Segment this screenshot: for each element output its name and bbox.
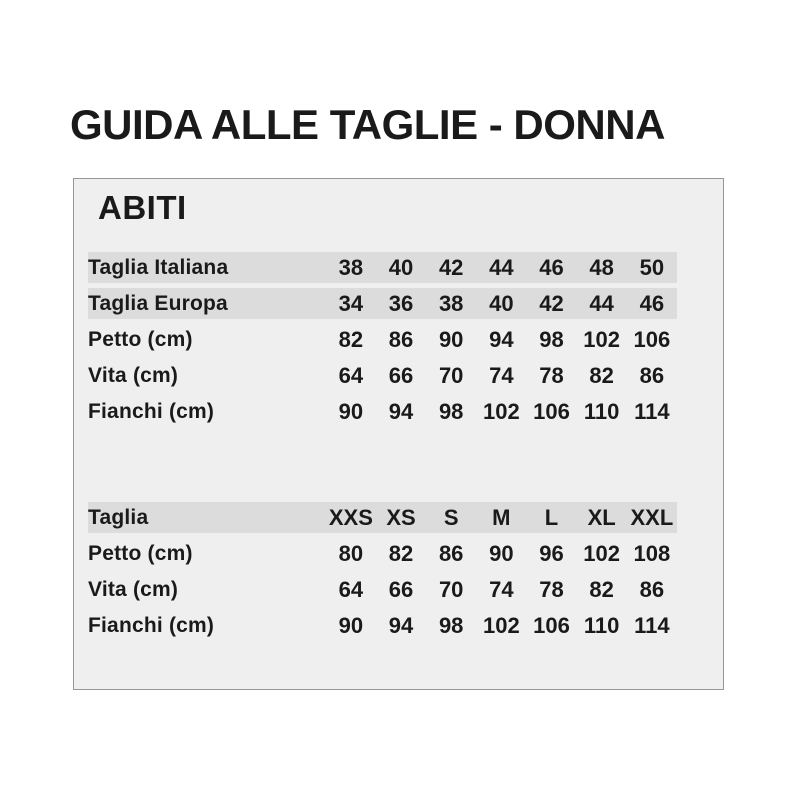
size-value: 80 (338, 540, 364, 566)
size-value: 108 (633, 540, 671, 566)
size-value: 94 (388, 398, 414, 424)
size-value: 98 (539, 326, 564, 352)
size-value: 64 (338, 362, 364, 388)
size-value: 66 (388, 576, 414, 602)
size-value: 110 (583, 398, 620, 424)
size-value: 114 (634, 612, 670, 638)
size-value: 90 (489, 540, 514, 566)
size-value: 98 (438, 398, 464, 424)
row-label: Petto (cm) (88, 541, 193, 565)
size-value: 38 (426, 288, 476, 319)
size-value: 90 (338, 612, 364, 638)
table-row (88, 360, 677, 391)
size-value: 110 (583, 612, 620, 638)
size-value: 46 (627, 288, 677, 319)
size-table-international (88, 497, 677, 646)
size-value: L (526, 502, 576, 533)
table-row (88, 610, 677, 641)
table-row (88, 502, 677, 533)
page-title: GUIDA ALLE TAGLIE - DONNA (70, 101, 665, 148)
row-label: Taglia (88, 502, 326, 533)
size-value: 46 (526, 252, 576, 283)
size-value: 86 (639, 576, 665, 602)
size-value: 74 (489, 576, 514, 602)
size-value: 82 (589, 362, 614, 388)
table-row (88, 252, 677, 283)
size-value: XL (577, 502, 627, 533)
size-value: 106 (633, 326, 671, 352)
size-guide-panel (73, 178, 724, 690)
row-label: Petto (cm) (88, 327, 193, 351)
size-value: 114 (634, 398, 670, 424)
size-value: 78 (539, 576, 564, 602)
table-row (88, 288, 677, 319)
size-value: 102 (482, 398, 520, 424)
size-value: 82 (589, 576, 614, 602)
size-value: 86 (639, 362, 665, 388)
size-value: 90 (338, 398, 364, 424)
table-row (88, 324, 677, 355)
size-value: XXS (326, 502, 376, 533)
table-row (88, 538, 677, 569)
size-value: 90 (438, 326, 464, 352)
size-value: 102 (583, 540, 621, 566)
size-value: 94 (388, 612, 414, 638)
table-row (88, 574, 677, 605)
size-value: 48 (577, 252, 627, 283)
size-value: XS (376, 502, 426, 533)
size-value: 106 (533, 612, 570, 638)
size-value: 42 (526, 288, 576, 319)
size-value: 106 (533, 398, 570, 424)
row-label: Fianchi (cm) (88, 399, 215, 423)
row-label: Fianchi (cm) (88, 613, 215, 637)
size-value: 50 (627, 252, 677, 283)
size-value: 82 (338, 326, 364, 352)
table-row (88, 396, 677, 427)
row-label: Vita (cm) (88, 363, 179, 387)
size-value: 38 (326, 252, 376, 283)
size-value: 34 (326, 288, 376, 319)
size-table-italian-european (88, 247, 677, 432)
size-value: 74 (489, 362, 514, 388)
row-label: Vita (cm) (88, 577, 179, 601)
size-value: 94 (489, 326, 514, 352)
size-value: 40 (376, 252, 426, 283)
size-value: 42 (426, 252, 476, 283)
size-value: 78 (539, 362, 564, 388)
size-value: M (476, 502, 526, 533)
row-label: Taglia Italiana (88, 252, 326, 283)
size-value: 70 (438, 362, 464, 388)
size-value: 102 (583, 326, 621, 352)
size-value: 36 (376, 288, 426, 319)
size-value: 66 (388, 362, 414, 388)
size-value: XXL (627, 502, 677, 533)
size-value: S (426, 502, 476, 533)
size-value: 96 (539, 540, 564, 566)
size-value: 40 (476, 288, 526, 319)
size-value: 44 (577, 288, 627, 319)
size-value: 102 (482, 612, 520, 638)
size-value: 98 (438, 612, 464, 638)
size-value: 86 (438, 540, 464, 566)
size-value: 64 (338, 576, 364, 602)
size-value: 86 (388, 326, 414, 352)
row-label: Taglia Europa (88, 288, 326, 319)
section-title: ABITI (98, 189, 187, 226)
size-value: 44 (476, 252, 526, 283)
size-value: 70 (438, 576, 464, 602)
size-value: 82 (388, 540, 414, 566)
